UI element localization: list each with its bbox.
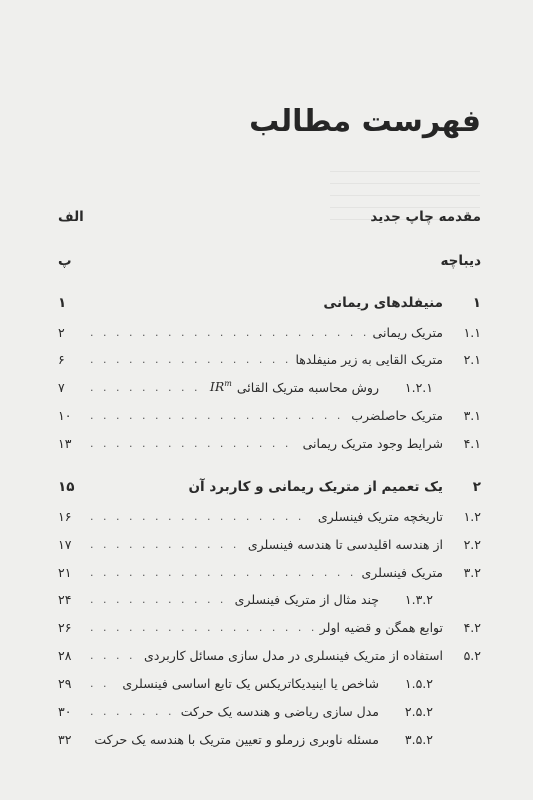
entry-title: شرایط وجود متریک ریمانی — [302, 435, 443, 451]
toc-entry-section — [58, 561, 481, 583]
dot-leader — [90, 593, 229, 606]
entry-number: ۲.۱ — [463, 351, 481, 367]
entry-title: متریک فینسلری — [361, 564, 443, 580]
entry-title: مسئله ناوبری زرملو و تعیین متریک با هندسه یک حرکت — [94, 731, 379, 747]
toc-entry-section — [58, 616, 481, 638]
entry-title: مقدمه چاپ جدید — [370, 209, 481, 225]
entry-title: از هندسه اقلیدسی تا هندسه فینسلری — [247, 536, 443, 552]
page-number: ۱۳ — [58, 435, 72, 451]
dot-leader — [90, 409, 345, 422]
dot-leader — [90, 381, 204, 394]
toc-entry-subsection — [58, 700, 481, 722]
toc-entry-front — [58, 206, 481, 228]
toc-entry-section — [58, 348, 481, 370]
page-number: ۷ — [58, 379, 65, 395]
math-base: IR — [209, 379, 225, 395]
dot-leader — [90, 326, 367, 339]
entry-number: ۱.۱ — [463, 324, 481, 340]
dot-leader — [90, 649, 138, 662]
entry-number: ۱.۲ — [463, 508, 481, 524]
dot-leader — [90, 705, 175, 718]
page-number: ۲۱ — [58, 564, 72, 580]
dot-leader — [90, 510, 312, 523]
entry-number: ۱.۲.۱ — [404, 379, 433, 395]
entry-number: ۴.۲ — [463, 619, 481, 635]
page-number: ۳۲ — [58, 731, 72, 747]
dot-leader — [90, 437, 297, 450]
page-number: پ — [58, 253, 72, 269]
toc-entry-section — [58, 505, 481, 527]
page-number: الف — [58, 209, 84, 225]
toc-entry-front — [58, 250, 481, 272]
toc-entry-chapter — [58, 292, 481, 314]
toc-entry-section — [58, 533, 481, 555]
page-number: ۲۸ — [58, 647, 72, 663]
page-number: ۲۹ — [58, 675, 72, 691]
toc-entry-section — [58, 404, 481, 426]
page-number: ۱۰ — [58, 407, 72, 423]
entry-title: یک تعمیم از متریک ریمانی و کاربرد آن — [188, 479, 443, 495]
page-number: ۲ — [58, 324, 65, 340]
page-number: ۲۶ — [58, 619, 72, 635]
toc-entry-subsection — [58, 588, 481, 610]
entry-title: توابع همگن و قضیه اولر — [319, 619, 443, 635]
entry-number: ۲.۵.۲ — [404, 703, 433, 719]
entry-title: چند مثال از متریک فینسلری — [234, 591, 379, 607]
page-number: ۱۷ — [58, 536, 72, 552]
dot-leader — [90, 621, 314, 634]
page-number: ۶ — [58, 351, 65, 367]
page-number: ۳۰ — [58, 703, 72, 719]
entry-number: ۱.۳.۲ — [404, 591, 433, 607]
dot-leader — [90, 353, 290, 366]
toc-entry-section — [58, 321, 481, 343]
entry-title: دیباچه — [440, 253, 481, 269]
page-title: فهرست مطالب — [249, 104, 481, 139]
entry-number: ۳.۲ — [463, 564, 481, 580]
entry-title: استفاده از متریک فینسلری در مدل سازی مسائل کاربردی — [144, 647, 443, 663]
toc-entry-subsection — [58, 728, 481, 750]
page-number: ۱۶ — [58, 508, 72, 524]
toc-entry-subsection — [58, 376, 481, 398]
toc-entry-chapter — [58, 476, 481, 498]
entry-title: شاخص یا اینیدیکاتریکس یک تابع اساسی فینسلری — [122, 675, 379, 691]
entry-number: ۴.۱ — [463, 435, 481, 451]
dot-leader — [90, 677, 116, 690]
entry-title: متریک ریمانی — [372, 324, 443, 340]
toc-entry-section — [58, 432, 481, 454]
entry-title: روش محاسبه متریک القائی — [236, 379, 379, 395]
entry-math — [210, 379, 232, 394]
entry-number: ۳.۱ — [463, 407, 481, 423]
page-number: ۱۵ — [58, 479, 75, 495]
page-number: ۱ — [58, 295, 67, 311]
entry-number: ۲ — [472, 479, 481, 495]
entry-number: ۲.۲ — [463, 536, 481, 552]
entry-title: متریک القایی به زیر منیفلدها — [295, 351, 443, 367]
entry-number: ۱.۵.۲ — [404, 675, 433, 691]
entry-number: ۵.۲ — [463, 647, 481, 663]
entry-title: مدل سازی ریاضی و هندسه یک حرکت — [180, 703, 379, 719]
dot-leader — [90, 566, 356, 579]
entry-title: تاریخچه متریک فینسلری — [317, 508, 443, 524]
toc-entry-subsection — [58, 672, 481, 694]
toc-entry-section — [58, 644, 481, 666]
entry-title: منیفلدهای ریمانی — [323, 295, 443, 311]
entry-title: متریک حاصلضرب — [351, 407, 443, 423]
entry-number: ۳.۵.۲ — [404, 731, 433, 747]
dot-leader — [90, 538, 242, 551]
math-superscript: m — [224, 379, 232, 389]
entry-number: ۱ — [472, 295, 481, 311]
page-number: ۲۴ — [58, 591, 72, 607]
